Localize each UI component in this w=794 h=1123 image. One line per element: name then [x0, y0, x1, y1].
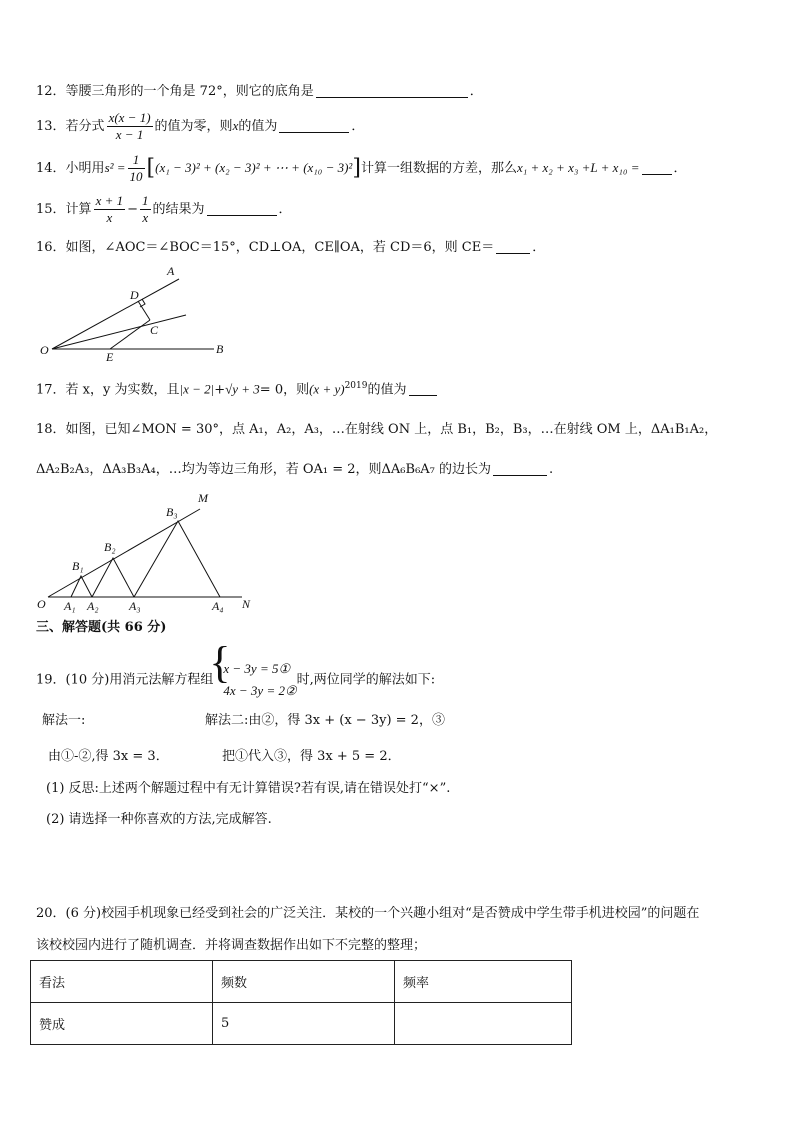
question-13 [36, 110, 364, 143]
label-e: E [106, 350, 114, 364]
question-text: 如图，已知∠MON = 30°，点 A₁，A₂，A₃，…在射线 ON 上，点 B₁，B₂，B₃，…在射线 OM 上，ΔA₁B₁A₂， [65, 422, 718, 437]
variable: x [232, 118, 239, 133]
triangle-3 [134, 521, 220, 597]
question-text: 若 x，y 为实数，且 [65, 382, 180, 398]
method1-step: 由①-②,得 3x = 3． [48, 749, 169, 764]
table-cell: 赞成 [31, 1003, 213, 1045]
question-17 [36, 377, 439, 399]
question-text: 用消元法解方程组 [109, 672, 214, 688]
denominator: x [142, 210, 149, 225]
answer-blank[interactable] [642, 160, 672, 175]
table-cell[interactable] [395, 1003, 572, 1045]
equation-2: 4x − 3y = 2② [223, 683, 297, 698]
operator: − [127, 202, 139, 217]
denominator: x [106, 210, 113, 225]
q19-part1: (1) 反思:上述两个解题过程中有无计算错误?若有误,请在错误处打“×”. [46, 781, 451, 796]
question-18-line1 [36, 421, 717, 439]
table-row [31, 1003, 572, 1045]
bracket-right: ] [352, 155, 361, 181]
punctuation: ． [278, 202, 292, 217]
equation-system [213, 658, 296, 702]
method1-label: 解法一: [42, 713, 86, 728]
question-text: 时,两位同学的解法如下: [296, 672, 436, 688]
question-text: 等腰三角形的一个角是 72°，则它的底角是 [65, 84, 314, 99]
fraction [128, 152, 145, 185]
question-text: 的值为 [367, 382, 407, 398]
ray-oa [52, 279, 179, 349]
formula: √y + 3 [225, 381, 260, 397]
table-header: 频率 [395, 961, 572, 1003]
ray-oc [52, 315, 186, 349]
label-b3: B₃ [166, 505, 178, 519]
question-16 [36, 239, 545, 257]
formula: (x + y) [309, 381, 345, 397]
question-text: 的值为零，则 [154, 119, 233, 134]
question-text: 校园手机现象已经受到社会的广泛关注．某校的一个兴趣小组对“是否赞成中学生带手机进校园”的问题在 [101, 906, 700, 921]
bracket-left: [ [146, 155, 156, 181]
formula: x₁ + x₂ + x₃ +L + x₁₀ = [516, 160, 640, 175]
question-12 [36, 83, 483, 101]
question-15 [36, 193, 292, 226]
section-title: 三、解答题(共 66 分) [36, 620, 167, 635]
figure-q18 [34, 488, 264, 616]
label-o: O [37, 597, 46, 611]
triangle-1 [71, 576, 92, 597]
numerator: x(x − 1) [108, 110, 151, 125]
question-20-line1 [36, 905, 699, 923]
equation-1: { x − 3y = 5① [223, 661, 291, 676]
numerator: 1 [142, 193, 149, 208]
table-header: 频数 [213, 961, 395, 1003]
fraction [94, 193, 126, 226]
exponent: 2019 [344, 381, 368, 391]
question-number: 16． [36, 240, 66, 255]
question-text: 小明用 [65, 161, 105, 176]
numerator: 1 [128, 152, 145, 169]
label-n: N [242, 597, 251, 611]
question-number: 13． [36, 119, 66, 134]
table-header-row [31, 961, 572, 1003]
label-a: A [167, 264, 175, 278]
answer-blank[interactable] [493, 461, 547, 476]
q19-part2: (2) 请选择一种你喜欢的方法,完成解答. [46, 812, 272, 827]
label-b2: B₂ [104, 540, 116, 554]
question-number: 15． [36, 202, 66, 217]
fraction [140, 193, 151, 226]
answer-blank[interactable] [409, 381, 437, 396]
label-a1: A₁ [64, 599, 76, 613]
table-header: 看法 [31, 961, 213, 1003]
question-text: ΔA₂B₂A₃，ΔA₃B₃A₄，…均为等边三角形，若 OA₁ = 2，则ΔA₆B₆A₇ 的边长为 [36, 462, 492, 477]
question-number: 20． [36, 906, 66, 921]
answer-blank[interactable] [316, 83, 468, 98]
formula: |x − 2| [179, 381, 215, 397]
answer-blank[interactable] [207, 201, 277, 216]
punctuation: ． [351, 119, 365, 134]
method2-step: 把①代入③，得 3x + 5 = 2． [222, 749, 401, 764]
operator: + [214, 382, 226, 398]
question-number: 17． [36, 382, 66, 398]
label-o: O [40, 343, 49, 357]
question-text: 若分式 [65, 119, 105, 134]
label-c: C [150, 323, 159, 337]
fraction [107, 110, 153, 143]
punctuation: . [549, 462, 554, 477]
answer-blank[interactable] [496, 239, 530, 254]
question-text: 如图，∠AOC＝∠BOC＝15°，CD⊥OA，CE∥OA，若 CD＝6，则 CE＝ [65, 240, 495, 255]
label-a4: A₄ [212, 599, 224, 613]
segment-cd [138, 301, 150, 320]
answer-blank[interactable] [279, 118, 349, 133]
label-m: M [198, 491, 208, 505]
question-text: = 0，则 [259, 382, 310, 398]
method2-line1: 解法二:由②，得 3x + (x − 3y) = 2，③ [205, 713, 445, 728]
question-text: 的结果为 [152, 202, 205, 217]
label-a2: A₂ [87, 599, 99, 613]
question-number: 19． [36, 672, 66, 688]
label-a3: A₃ [129, 599, 141, 613]
denominator: 10 [129, 169, 143, 184]
question-14 [36, 152, 687, 185]
question-text: 的值为 [238, 119, 278, 134]
formula: s² = [104, 160, 126, 175]
survey-table [30, 960, 572, 1045]
question-text: 计算 [65, 202, 92, 217]
figure-q16 [34, 262, 254, 366]
punctuation: ． [673, 161, 687, 176]
question-number: 12． [36, 84, 66, 99]
label-b1: B₁ [72, 559, 84, 573]
question-score: (6 分) [65, 906, 102, 921]
question-18-line2 [36, 461, 553, 479]
question-20-line2: 该校校园内进行了随机调查．并将调查数据作出如下不完整的整理； [36, 938, 427, 953]
denominator: x − 1 [115, 127, 144, 142]
label-b: B [216, 342, 224, 356]
question-number: 14． [36, 161, 66, 176]
label-d: D [130, 288, 139, 302]
question-text: 计算一组数据的方差，那么 [360, 161, 517, 176]
formula: (x₁ − 3)² + (x₂ − 3)² + ⋯ + (x₁₀ − 3)² [155, 160, 353, 175]
question-score: (10 分) [65, 672, 110, 688]
table-cell: 5 [213, 1003, 395, 1045]
question-19 [36, 658, 435, 702]
triangle-2 [92, 558, 134, 597]
question-number: 18． [36, 422, 66, 437]
segment-ce [110, 320, 150, 349]
punctuation: ． [469, 84, 483, 99]
numerator: x + 1 [95, 193, 124, 208]
punctuation: ． [532, 240, 546, 255]
